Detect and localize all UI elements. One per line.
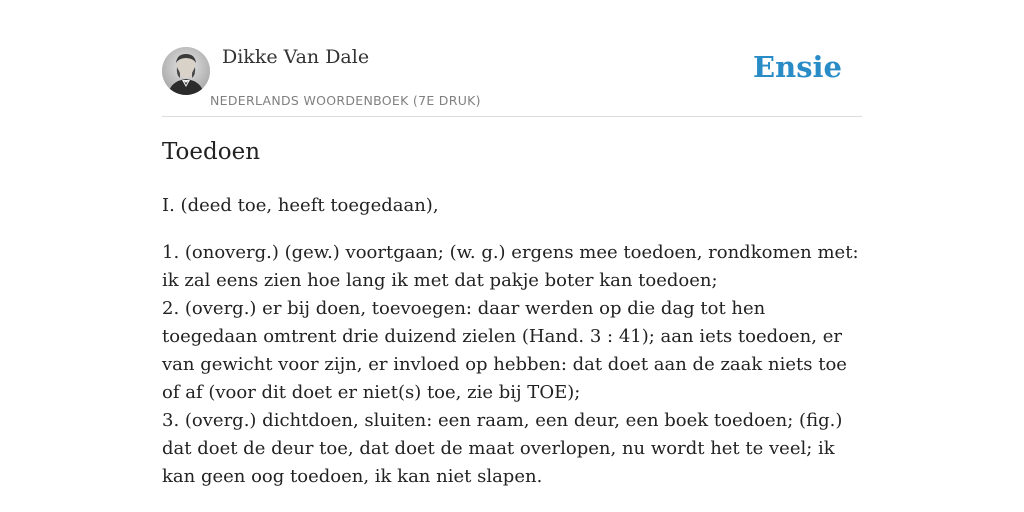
entry-title: Toedoen [162, 139, 261, 165]
author-name[interactable]: Dikke Van Dale [222, 46, 370, 68]
definition-3: 3. (overg.) dichtdoen, sluiten: een raam, een deur, een boek toedoen; (fig.) dat doet de deur toe, dat doet de maat overlopen, nu wordt het te veel; ik kan geen oog toedoen, ik kan niet slapen. [162, 410, 843, 487]
source-label: NEDERLANDS WOORDENBOEK (7E DRUK) [210, 93, 481, 108]
entry-intro: I. (deed toe, heeft toegedaan), [162, 195, 439, 216]
definition-2: 2. (overg.) er bij doen, toevoegen: daar werden op die dag tot hen toegedaan omtrent drie duizend zielen (Hand. 3 : 41); aan iets toedoen, er van gewicht voor zijn, er invloed op hebben: dat doet aan de zaak niets toe of af (voor dit doet er niet(s) toe, zie bij TOE); [162, 298, 847, 403]
brand-logo[interactable]: Ensie [753, 50, 842, 84]
definition-1: 1. (onoverg.) (gew.) voortgaan; (w. g.) ergens mee toedoen, rondkomen met: ik zal eens zien hoe lang ik met dat pakje boter kan toedoen; [162, 242, 859, 291]
entry-header [162, 0, 862, 117]
author-portrait-icon [162, 47, 210, 95]
avatar[interactable] [162, 47, 210, 95]
entry-body [162, 192, 862, 491]
entry-page [162, 0, 862, 512]
